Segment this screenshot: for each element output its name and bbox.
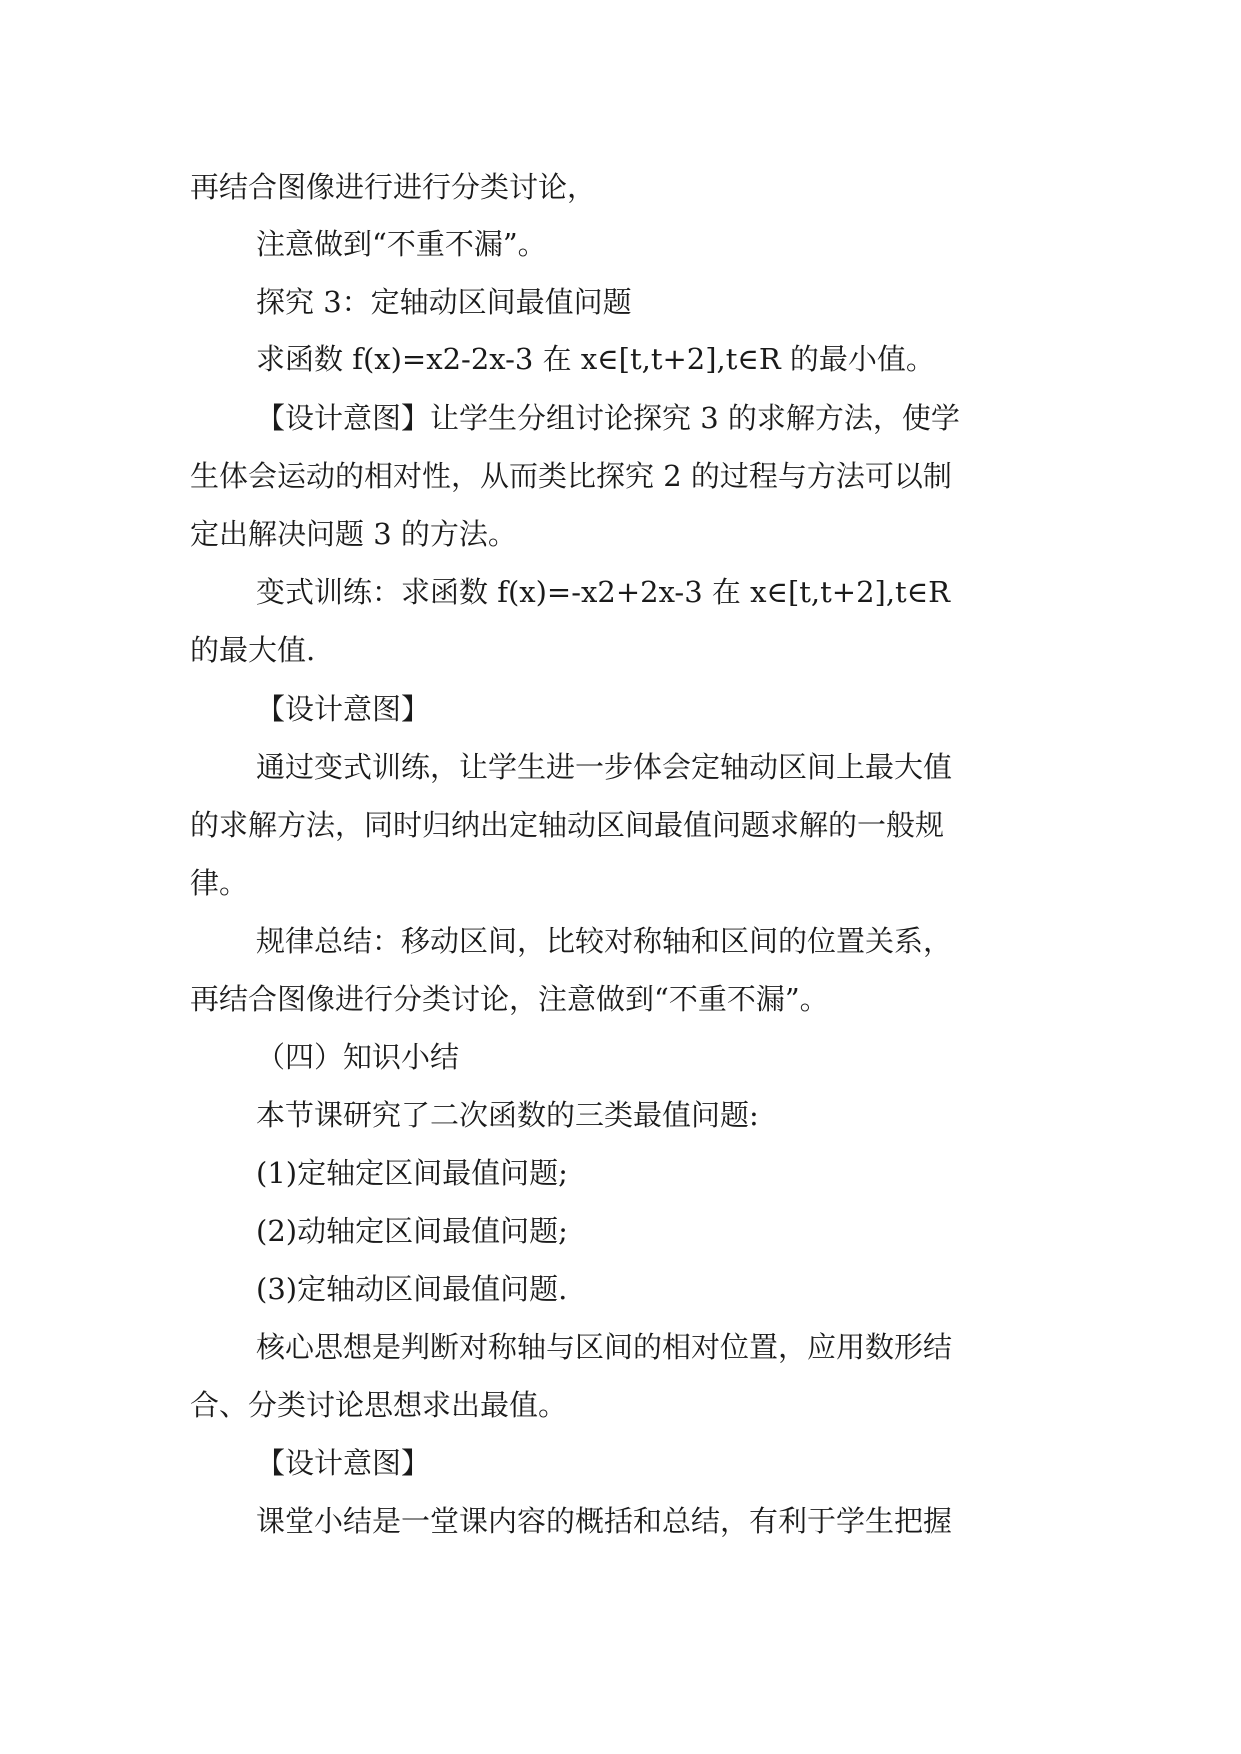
section-heading: 探究 3：定轴动区间最值问题 — [256, 285, 632, 319]
text-line: 本节课研究了二次函数的三类最值问题: — [256, 1098, 759, 1132]
text-line: 【设计意图】让学生分组讨论探究 3 的求解方法，使学 — [256, 401, 960, 435]
text-line: 求函数 f(x)=x2-2x-3 在 x∈[t,t+2],t∈R 的最小值。 — [256, 342, 935, 376]
text-line: 再结合图像进行分类讨论，注意做到“不重不漏”。 — [190, 982, 829, 1016]
list-item: (3)定轴动区间最值问题. — [256, 1272, 568, 1306]
text-line: 合、分类讨论思想求出最值。 — [190, 1388, 568, 1422]
text-line: 核心思想是判断对称轴与区间的相对位置，应用数形结 — [256, 1330, 953, 1364]
text-line: 律。 — [190, 866, 249, 900]
list-item: (2)动轴定区间最值问题; — [256, 1214, 568, 1248]
text-line: 课堂小结是一堂课内容的概括和总结，有利于学生把握 — [256, 1504, 953, 1538]
text-line: 生体会运动的相对性，从而类比探究 2 的过程与方法可以制 — [190, 459, 952, 493]
text-line: 的最大值. — [190, 633, 316, 667]
list-item: (1)定轴定区间最值问题; — [256, 1156, 568, 1190]
text-line: 的求解方法，同时归纳出定轴动区间最值问题求解的一般规 — [190, 808, 945, 842]
text-line: 变式训练：求函数 f(x)=-x2+2x-3 在 x∈[t,t+2],t∈R — [256, 575, 951, 609]
text-line: 注意做到“不重不漏”。 — [256, 227, 547, 261]
section-heading: 【设计意图】 — [256, 692, 431, 726]
text-line: 规律总结：移动区间，比较对称轴和区间的位置关系， — [256, 924, 953, 958]
section-heading: 【设计意图】 — [256, 1446, 431, 1480]
text-line: 再结合图像进行进行分类讨论， — [190, 170, 597, 204]
text-line: 定出解决问题 3 的方法。 — [190, 517, 517, 551]
section-heading: （四）知识小结 — [256, 1040, 460, 1074]
text-line: 通过变式训练，让学生进一步体会定轴动区间上最大值 — [256, 750, 953, 784]
